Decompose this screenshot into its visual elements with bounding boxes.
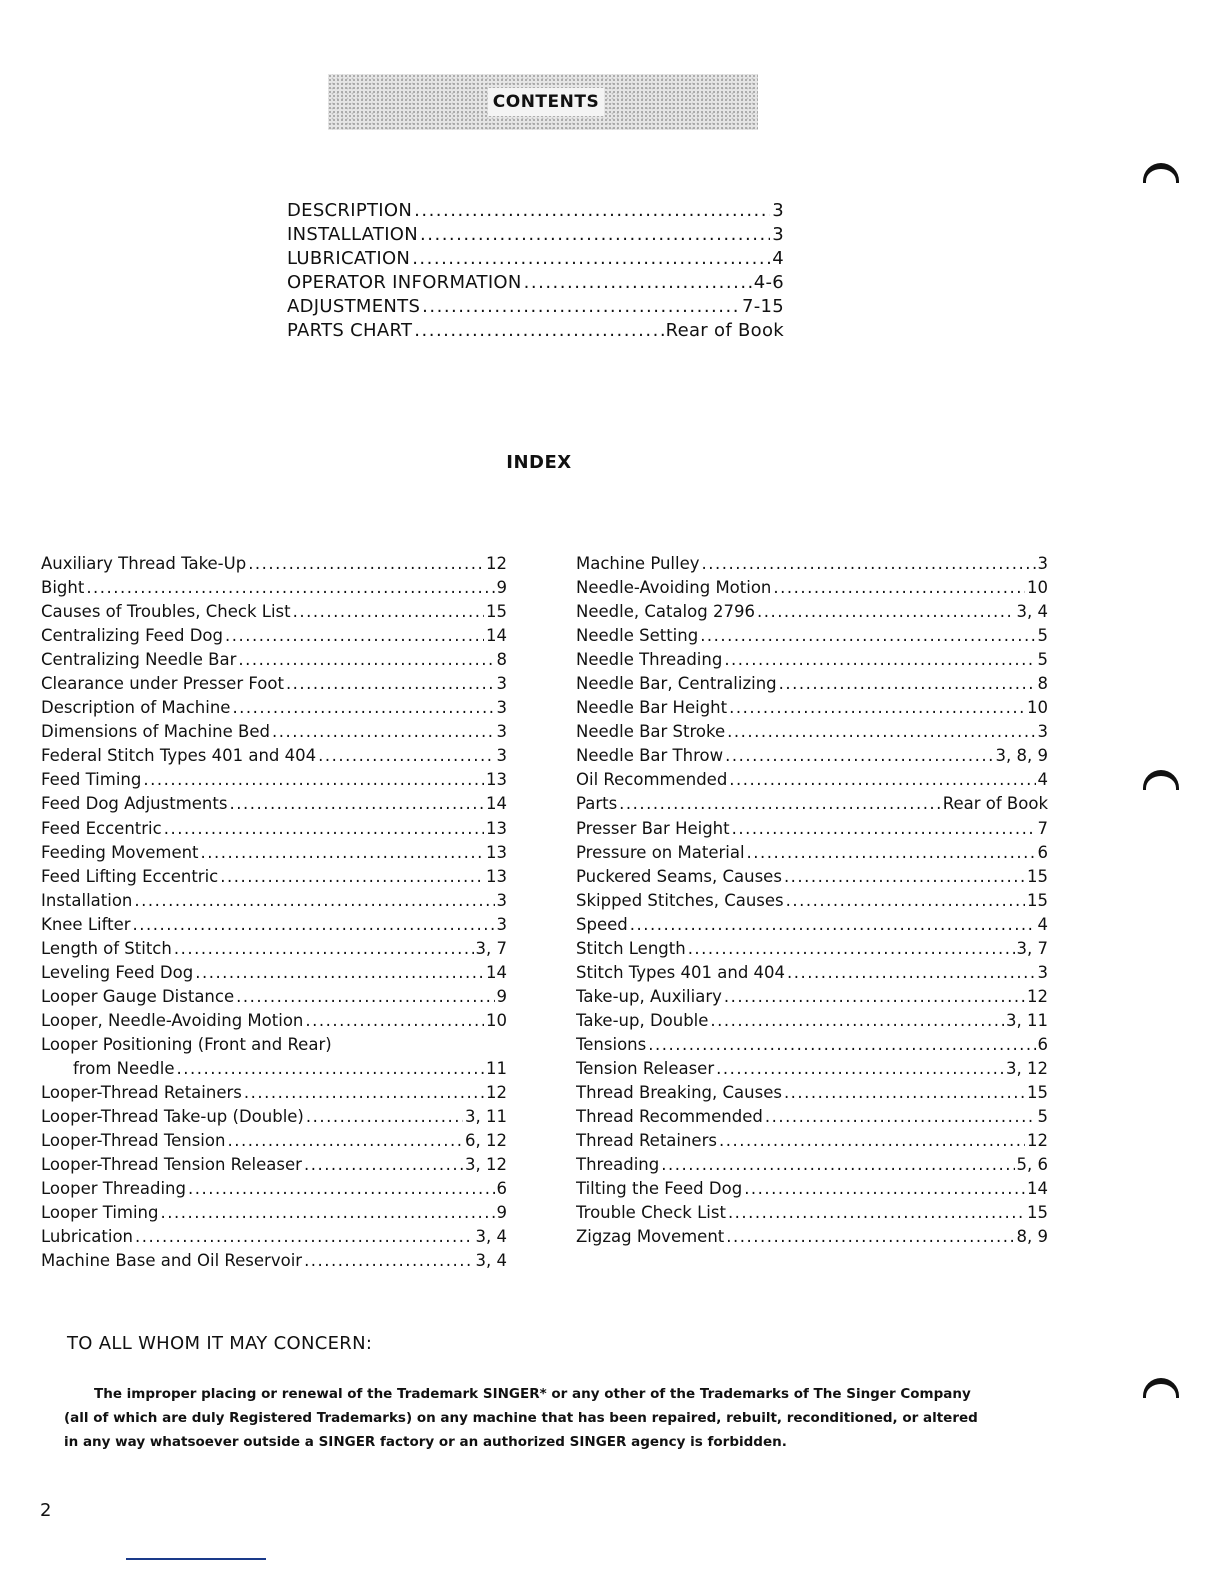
index-title: INDEX bbox=[506, 452, 572, 473]
index-page: 3, 11 bbox=[1006, 1010, 1048, 1030]
index-entry bbox=[576, 552, 1048, 576]
index-page: 9 bbox=[496, 578, 507, 598]
index-page: 12 bbox=[486, 1083, 507, 1103]
index-label: Looper-Thread Retainers bbox=[41, 1083, 242, 1103]
index-label: Stitch Length bbox=[576, 938, 686, 958]
index-page: 13 bbox=[486, 818, 507, 838]
index-page: 4 bbox=[1037, 914, 1048, 934]
index-entry bbox=[576, 648, 1048, 672]
index-page: 3 bbox=[1037, 962, 1048, 982]
index-label: Causes of Troubles, Check List bbox=[41, 602, 291, 622]
index-label: Looper-Thread Tension bbox=[41, 1131, 226, 1151]
index-entry bbox=[41, 1105, 507, 1129]
toc-entry bbox=[287, 319, 784, 343]
toc-entry bbox=[287, 295, 784, 319]
index-entry bbox=[41, 792, 507, 816]
index-label: Leveling Feed Dog bbox=[41, 962, 194, 982]
index-label: Presser Bar Height bbox=[576, 818, 730, 838]
toc-entry bbox=[287, 199, 784, 223]
index-entry bbox=[576, 1081, 1048, 1105]
index-page: 6 bbox=[1037, 842, 1048, 862]
index-page: 7 bbox=[1037, 818, 1048, 838]
index-label: Installation bbox=[41, 890, 133, 910]
index-entry bbox=[576, 961, 1048, 985]
index-page: 11 bbox=[486, 1058, 507, 1078]
index-page: 13 bbox=[486, 770, 507, 790]
index-label: Tilting the Feed Dog bbox=[576, 1179, 743, 1199]
index-page: 14 bbox=[486, 962, 507, 982]
index-entry bbox=[41, 552, 507, 576]
binder-hole-mark bbox=[1143, 1378, 1179, 1398]
index-label: Needle Bar Height bbox=[576, 698, 728, 718]
index-entry bbox=[41, 1201, 507, 1225]
index-entry bbox=[41, 961, 507, 985]
index-page: 3, 7 bbox=[1016, 938, 1048, 958]
index-entry bbox=[576, 624, 1048, 648]
index-label: Zigzag Movement bbox=[576, 1227, 725, 1247]
toc-label: ADJUSTMENTS bbox=[287, 296, 421, 317]
index-label: Description of Machine bbox=[41, 698, 231, 718]
index-page: 14 bbox=[1027, 1179, 1048, 1199]
index-label: Dimensions of Machine Bed bbox=[41, 722, 270, 742]
index-entry bbox=[41, 1153, 507, 1177]
index-entry bbox=[41, 1009, 507, 1033]
index-page: 5, 6 bbox=[1016, 1155, 1048, 1175]
index-page: 10 bbox=[1027, 698, 1048, 718]
index-entry bbox=[576, 1033, 1048, 1057]
index-page: 3, 4 bbox=[475, 1227, 507, 1247]
index-entry bbox=[41, 1177, 507, 1201]
index-page: 3 bbox=[496, 914, 507, 934]
toc-page: 7-15 bbox=[741, 296, 784, 317]
index-entry bbox=[576, 1177, 1048, 1201]
index-page: 3, 12 bbox=[1006, 1058, 1048, 1078]
toc-page: 3 bbox=[772, 200, 784, 221]
index-entry bbox=[576, 913, 1048, 937]
index-entry bbox=[41, 600, 507, 624]
index-entry bbox=[576, 841, 1048, 865]
trademark-notice bbox=[64, 1382, 1024, 1454]
index-entry bbox=[41, 889, 507, 913]
index-page: 3 bbox=[496, 674, 507, 694]
index-page: 3, 8, 9 bbox=[995, 746, 1048, 766]
index-entry bbox=[576, 720, 1048, 744]
index-label: Needle Bar, Centralizing bbox=[576, 674, 777, 694]
index-page: 6, 12 bbox=[465, 1131, 507, 1151]
contents-banner bbox=[328, 74, 758, 130]
index-entry bbox=[576, 1057, 1048, 1081]
index-label: Pressure on Material bbox=[576, 842, 745, 862]
index-page: 14 bbox=[486, 794, 507, 814]
index-page: 8 bbox=[1037, 674, 1048, 694]
index-label: Feed Eccentric bbox=[41, 818, 162, 838]
index-label: Needle Bar Stroke bbox=[576, 722, 726, 742]
index-label: Knee Lifter bbox=[41, 914, 131, 934]
index-page: 6 bbox=[1037, 1034, 1048, 1054]
index-label: Take-up, Double bbox=[576, 1010, 709, 1030]
index-entry bbox=[576, 1129, 1048, 1153]
index-entry bbox=[576, 744, 1048, 768]
index-entry bbox=[41, 744, 507, 768]
index-entry bbox=[41, 841, 507, 865]
index-entry bbox=[41, 1081, 507, 1105]
index-entry bbox=[41, 576, 507, 600]
toc-label: OPERATOR INFORMATION bbox=[287, 272, 522, 293]
index-page: 3 bbox=[496, 698, 507, 718]
index-page: 12 bbox=[1027, 986, 1048, 1006]
index-entry bbox=[41, 1129, 507, 1153]
index-page: 3, 4 bbox=[475, 1251, 507, 1271]
bottom-rule bbox=[126, 1558, 266, 1560]
index-label: Needle, Catalog 2796 bbox=[576, 602, 755, 622]
index-label: Tension Releaser bbox=[576, 1058, 715, 1078]
index-entry bbox=[41, 648, 507, 672]
index-page: 3, 4 bbox=[1016, 602, 1048, 622]
index-label: Needle-Avoiding Motion bbox=[576, 578, 772, 598]
index-entry bbox=[576, 1225, 1048, 1249]
index-page: 15 bbox=[1027, 1083, 1048, 1103]
index-page: 13 bbox=[486, 866, 507, 886]
index-entry bbox=[41, 1057, 507, 1081]
index-label: Looper Positioning (Front and Rear) bbox=[41, 1034, 332, 1054]
index-page: Rear of Book bbox=[942, 794, 1048, 814]
toc-page: 3 bbox=[772, 224, 784, 245]
index-entry bbox=[41, 913, 507, 937]
notice-heading: TO ALL WHOM IT MAY CONCERN: bbox=[67, 1333, 373, 1354]
index-page: 12 bbox=[1027, 1131, 1048, 1151]
index-page: 8 bbox=[496, 650, 507, 670]
index-entry bbox=[41, 768, 507, 792]
index-entry bbox=[41, 1249, 507, 1273]
index-page: 3 bbox=[1037, 722, 1048, 742]
index-page: 5 bbox=[1037, 626, 1048, 646]
index-label: Speed bbox=[576, 914, 628, 934]
index-entry bbox=[576, 865, 1048, 889]
index-entry bbox=[576, 576, 1048, 600]
binder-hole-mark bbox=[1143, 163, 1179, 183]
toc-label: PARTS CHART bbox=[287, 320, 413, 341]
index-entry bbox=[41, 1033, 507, 1057]
index-page: 15 bbox=[1027, 890, 1048, 910]
index-label: Needle Setting bbox=[576, 626, 699, 646]
toc-entry bbox=[287, 247, 784, 271]
index-label: Thread Breaking, Causes bbox=[576, 1083, 782, 1103]
index-label: Looper Gauge Distance bbox=[41, 986, 235, 1006]
toc-page: 4-6 bbox=[753, 272, 784, 293]
index-entry bbox=[41, 817, 507, 841]
index-label: from Needle bbox=[73, 1058, 175, 1078]
index-entry bbox=[576, 1153, 1048, 1177]
index-page: 10 bbox=[486, 1010, 507, 1030]
index-entry bbox=[576, 600, 1048, 624]
index-label: Tensions bbox=[576, 1034, 647, 1054]
index-entry bbox=[576, 696, 1048, 720]
index-entry bbox=[576, 672, 1048, 696]
notice-line: The improper placing or renewal of the Trademark SINGER* or any other of the Trademarks of The Singer Company bbox=[94, 1386, 971, 1402]
index-label: Take-up, Auxiliary bbox=[576, 986, 722, 1006]
toc-page: 4 bbox=[772, 248, 784, 269]
index-page: 15 bbox=[486, 602, 507, 622]
index-page: 14 bbox=[486, 626, 507, 646]
index-page: 5 bbox=[1037, 1107, 1048, 1127]
index-label: Feed Timing bbox=[41, 770, 142, 790]
notice-line: (all of which are duly Registered Trademarks) on any machine that has been repaired, rebuilt, reconditioned, or altered bbox=[64, 1410, 978, 1426]
index-label: Machine Pulley bbox=[576, 554, 700, 573]
index-page: 9 bbox=[496, 986, 507, 1006]
index-label: Threading bbox=[576, 1155, 660, 1175]
index-label: Thread Recommended bbox=[576, 1107, 763, 1127]
index-label: Centralizing Needle Bar bbox=[41, 650, 237, 670]
index-page: 9 bbox=[496, 1203, 507, 1223]
index-label: Feeding Movement bbox=[41, 842, 199, 862]
index-entry bbox=[576, 1105, 1048, 1129]
index-label: Feed Lifting Eccentric bbox=[41, 866, 219, 886]
index-page: 13 bbox=[486, 842, 507, 862]
toc-entry bbox=[287, 271, 784, 295]
index-entry bbox=[576, 817, 1048, 841]
index-label: Puckered Seams, Causes bbox=[576, 866, 782, 886]
index-page: 4 bbox=[1037, 770, 1048, 790]
toc-page: Rear of Book bbox=[665, 320, 784, 341]
index-page: 3, 12 bbox=[465, 1155, 507, 1175]
index-page: 15 bbox=[1027, 1203, 1048, 1223]
contents-title: CONTENTS bbox=[488, 88, 604, 116]
index-label: Machine Base and Oil Reservoir bbox=[41, 1251, 303, 1271]
index-label: Looper Threading bbox=[41, 1179, 186, 1199]
index-entry bbox=[41, 985, 507, 1009]
notice-line: in any way whatsoever outside a SINGER factory or an authorized SINGER agency is forbidden. bbox=[64, 1434, 787, 1450]
index-page: 12 bbox=[486, 554, 507, 573]
toc-entry bbox=[287, 223, 784, 247]
index-left-column bbox=[41, 552, 507, 1273]
index-label: Centralizing Feed Dog bbox=[41, 626, 223, 646]
index-label: Parts bbox=[576, 794, 618, 814]
index-page: 15 bbox=[1027, 866, 1048, 886]
index-entry bbox=[41, 720, 507, 744]
index-label: Bight bbox=[41, 578, 85, 598]
toc-label: DESCRIPTION bbox=[287, 200, 413, 221]
index-label: Looper, Needle-Avoiding Motion bbox=[41, 1010, 304, 1030]
index-entry bbox=[41, 865, 507, 889]
index-entry bbox=[41, 672, 507, 696]
index-entry bbox=[41, 624, 507, 648]
index-label: Skipped Stitches, Causes bbox=[576, 890, 784, 910]
index-entry bbox=[41, 696, 507, 720]
index-label: Needle Threading bbox=[576, 650, 723, 670]
index-label: Lubrication bbox=[41, 1227, 133, 1247]
index-label: Length of Stitch bbox=[41, 938, 172, 958]
index-entry bbox=[576, 792, 1048, 816]
index-page: 3, 7 bbox=[475, 938, 507, 958]
index-page: 10 bbox=[1027, 578, 1048, 598]
index-entry bbox=[576, 768, 1048, 792]
index-entry bbox=[41, 1225, 507, 1249]
page-number: 2 bbox=[40, 1500, 52, 1521]
index-entry bbox=[576, 937, 1048, 961]
index-page: 3, 11 bbox=[465, 1107, 507, 1127]
index-label: Trouble Check List bbox=[576, 1203, 726, 1223]
index-label: Stitch Types 401 and 404 bbox=[576, 962, 786, 982]
index-label: Looper Timing bbox=[41, 1203, 159, 1223]
index-label: Looper-Thread Take-up (Double) bbox=[41, 1107, 304, 1127]
index-entry bbox=[576, 1009, 1048, 1033]
index-page: 5 bbox=[1037, 650, 1048, 670]
index-entry bbox=[41, 937, 507, 961]
index-label: Oil Recommended bbox=[576, 770, 728, 790]
toc-label: INSTALLATION bbox=[287, 224, 419, 245]
index-entry bbox=[576, 1201, 1048, 1225]
toc-label: LUBRICATION bbox=[287, 248, 411, 269]
index-label: Looper-Thread Tension Releaser bbox=[41, 1155, 302, 1175]
table-of-contents bbox=[287, 199, 784, 343]
index-page: 8, 9 bbox=[1016, 1227, 1048, 1247]
index-page: 3 bbox=[496, 746, 507, 766]
index-entry bbox=[576, 985, 1048, 1009]
binder-hole-mark bbox=[1143, 770, 1179, 790]
index-label: Needle Bar Throw bbox=[576, 746, 724, 766]
index-entry bbox=[576, 889, 1048, 913]
index-page: 3 bbox=[496, 722, 507, 742]
index-page: 3 bbox=[1037, 554, 1048, 573]
index-label: Feed Dog Adjustments bbox=[41, 794, 228, 814]
index-page: 3 bbox=[496, 890, 507, 910]
index-label: Auxiliary Thread Take-Up bbox=[41, 554, 247, 573]
index-label: Clearance under Presser Foot bbox=[41, 674, 284, 694]
index-page: 6 bbox=[496, 1179, 507, 1199]
index-label: Federal Stitch Types 401 and 404 bbox=[41, 746, 317, 766]
index-right-column bbox=[576, 552, 1048, 1249]
index-label: Thread Retainers bbox=[576, 1131, 717, 1151]
